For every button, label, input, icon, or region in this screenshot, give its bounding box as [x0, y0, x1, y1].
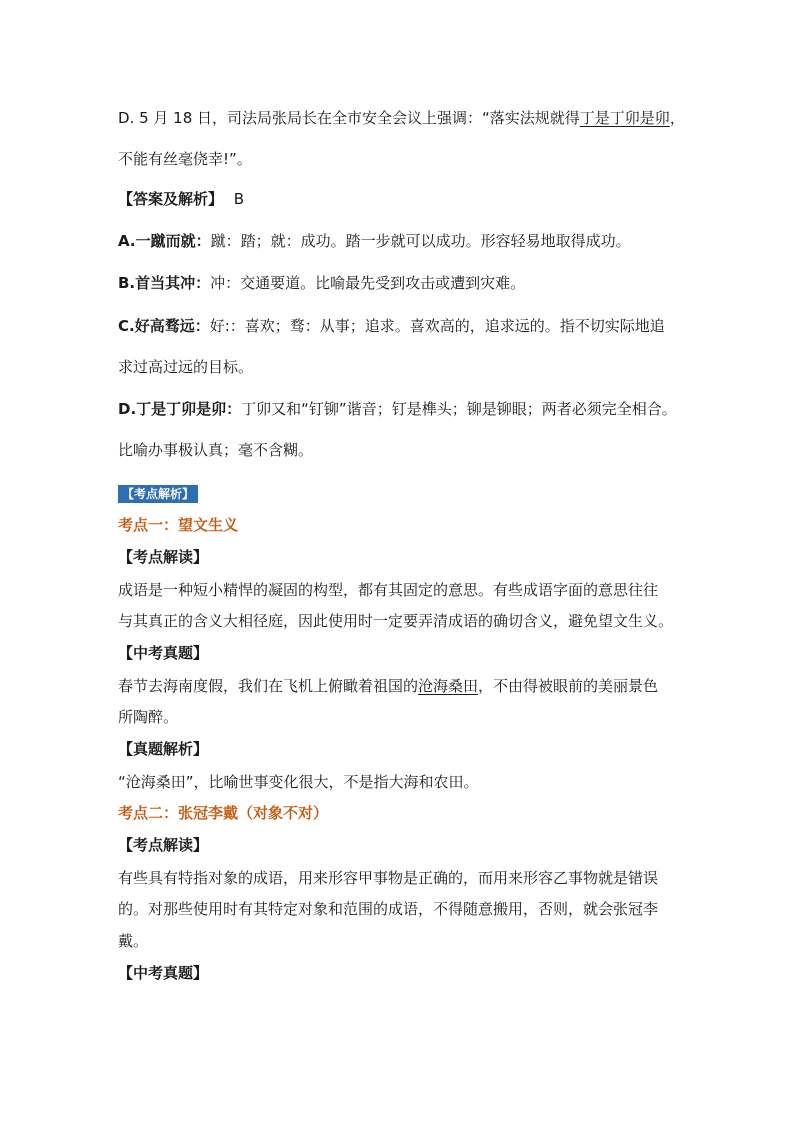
point1-exam-label: 【中考真题】: [118, 644, 209, 662]
explanation-d: [118, 399, 677, 419]
answer-label: 【答案及解析】: [118, 190, 224, 208]
explanation-d-term: D.丁是丁卯是卯：: [118, 400, 242, 418]
point2-reading-line2: 的。对那些使用时有其特定对象和范围的成语，不得随意搬用，否则，就会张冠李: [118, 900, 659, 918]
point1-reading-line1: 成语是一种短小精悍的凝固的构型，都有其固定的意思。有些成语字面的意思往往: [118, 581, 659, 599]
point2-reading-line1: 有些具有特指对象的成语，用来形容甲事物是正确的，而用来形容乙事物就是错误: [118, 869, 659, 887]
point1-exam-line1: [118, 676, 658, 696]
point1-exam-idiom: 沧海桑田: [418, 677, 479, 695]
point2-exam-label: 【中考真题】: [118, 964, 209, 982]
point1-exam-line2: 所陶醉。: [118, 708, 179, 726]
option-d-suffix: ，: [669, 109, 685, 127]
explanation-b-text: 冲：交通要道。比喻最先受到攻击或遭到灾难。: [210, 274, 526, 292]
point1-analysis-label: 【真题解析】: [118, 740, 209, 758]
answer-value: B: [233, 190, 245, 208]
explanation-c: [118, 316, 665, 336]
explanation-c-line2: 求过高过远的目标。: [118, 358, 254, 376]
explanation-d-line2: 比喻办事极认真；毫不含糊。: [118, 441, 314, 459]
answer-line: [118, 189, 244, 209]
point1-exam-suffix: ，不由得被眼前的美丽景色: [478, 677, 659, 695]
point1-reading-line2: 与其真正的含义大相径庭，因此使用时一定要弄清成语的确切含义，避免望文生义。: [118, 612, 674, 630]
option-d-line2: 不能有丝毫侥幸!”。: [118, 150, 252, 168]
explanation-a: [118, 231, 631, 251]
section-tag: 【考点解析】: [118, 485, 198, 503]
point2-title: 考点二：张冠李戴（对象不对）: [118, 804, 329, 822]
explanation-b: [118, 273, 525, 293]
point1-analysis-text: “沧海桑田”，比喻世事变化很大，不是指大海和农田。: [118, 773, 479, 791]
point1-exam-prefix: 春节去海南度假，我们在飞机上俯瞰着祖国的: [118, 677, 419, 695]
point1-reading-label: 【考点解读】: [118, 548, 209, 566]
point1-title: 考点一：望文生义: [118, 516, 239, 534]
option-d-prefix: D. 5 月 18 日，司法局张局长在全市安全会议上强调：“落实法规就得: [118, 109, 580, 127]
point2-reading-label: 【考点解读】: [118, 836, 209, 854]
point2-reading-line3: 戴。: [118, 932, 149, 950]
explanation-a-text: 蹴：踏；就：成功。踏一步就可以成功。形容轻易地取得成功。: [210, 232, 631, 250]
explanation-c-term: C.好高骛远：: [118, 317, 210, 335]
explanation-b-term: B.首当其冲：: [118, 274, 211, 292]
explanation-c-text: 好:：喜欢；骛：从事；追求。喜欢高的，追求远的。指不切实际地追: [209, 317, 665, 335]
option-d-line1: [118, 108, 685, 128]
explanation-d-text: 丁卯又和“钉铆”谐音；钉是榫头；铆是铆眼；两者必须完全相合。: [241, 400, 677, 418]
explanation-a-term: A.一蹴而就：: [118, 232, 211, 250]
option-d-idiom: 丁是丁卯是卯: [579, 109, 670, 127]
